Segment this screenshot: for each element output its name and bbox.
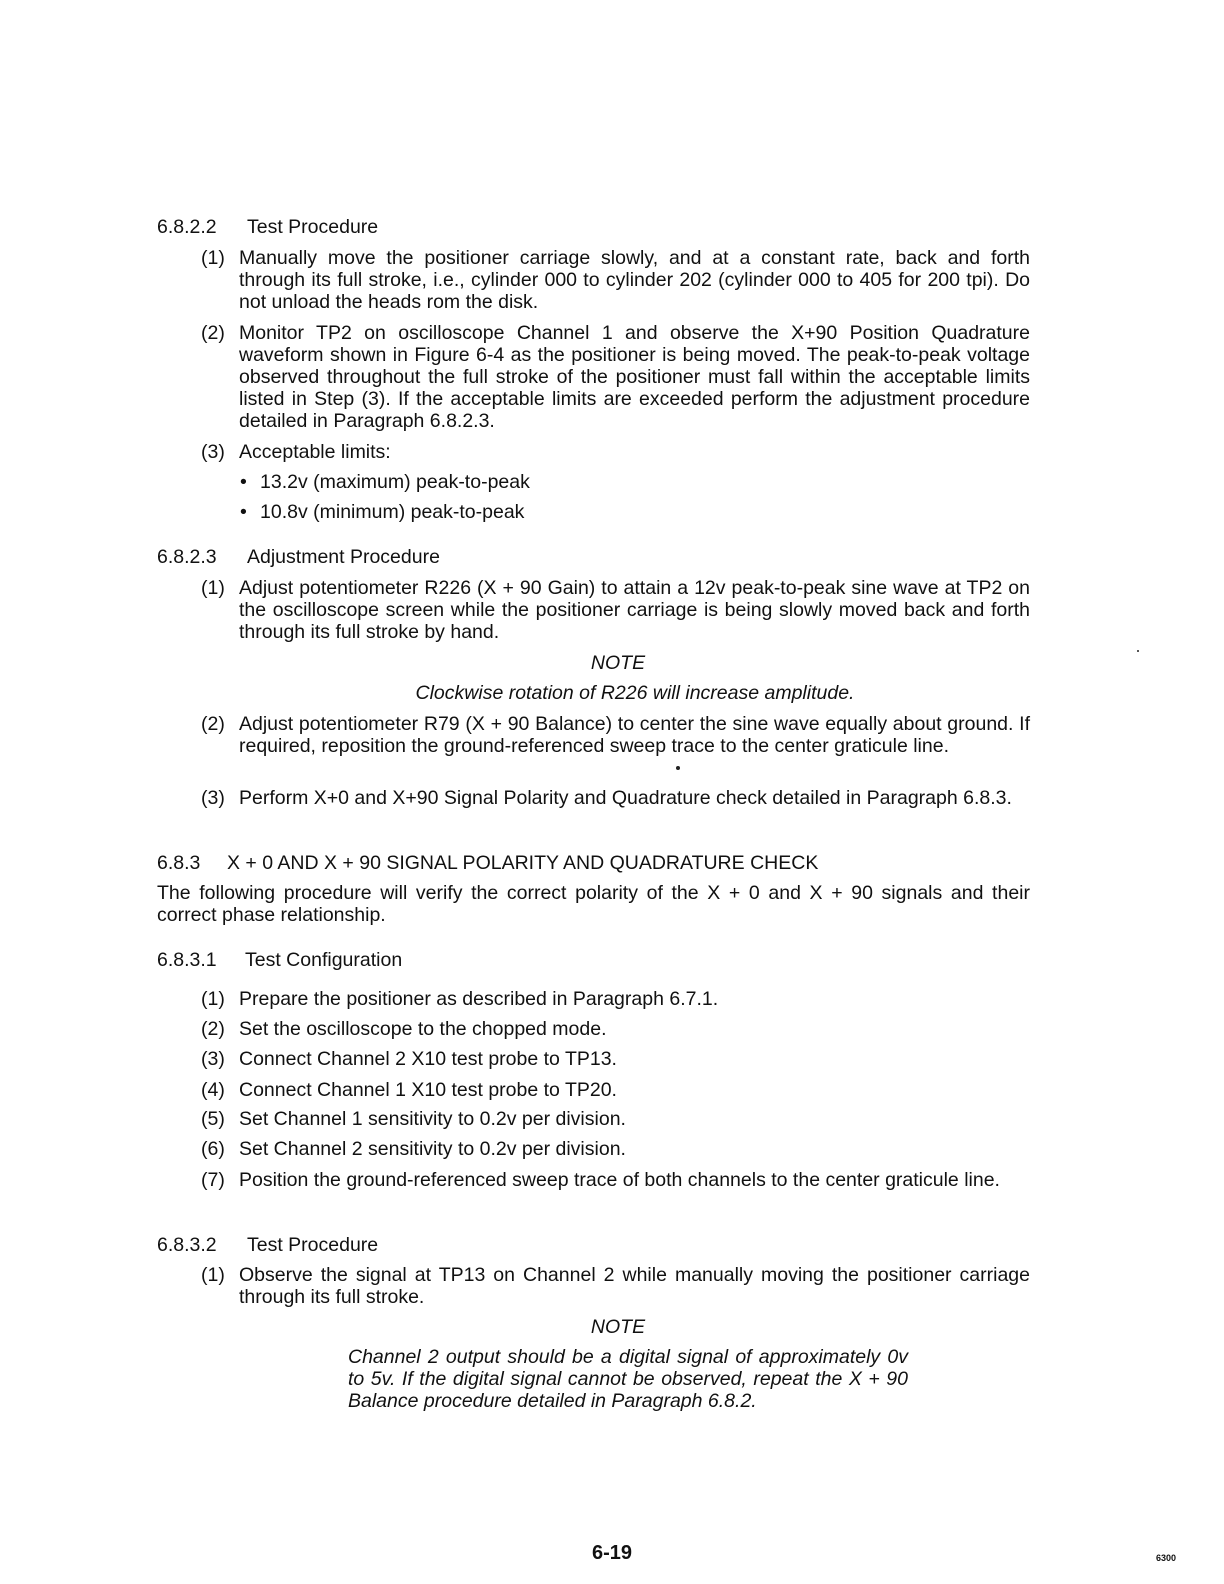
list-item	[201, 1048, 1030, 1070]
section-title: Test Procedure	[247, 216, 379, 238]
item-number: (2)	[201, 322, 225, 344]
list-item	[201, 1169, 1030, 1191]
note-text: Channel 2 output should be a digital signal of approximately 0v to 5v. If the digital signal cannot be observed, repeat the X + 90 Balance procedure detailed in Paragraph 6.8.2.	[348, 1346, 908, 1412]
item-number: (5)	[201, 1108, 225, 1130]
section-number: 6.8.2.2	[157, 216, 217, 238]
item-number: (2)	[201, 713, 225, 735]
item-text: Position the ground-referenced sweep trace of both channels to the center graticule line.	[239, 1169, 1000, 1191]
item-text: Set Channel 2 sensitivity to 0.2v per division.	[239, 1138, 626, 1160]
section-title: Test Procedure	[247, 1234, 379, 1256]
section-number: 6.8.3.2	[157, 1234, 217, 1256]
list-item	[201, 988, 1030, 1010]
list-item	[201, 322, 1030, 432]
item-text: Prepare the positioner as described in Paragraph 6.7.1.	[239, 988, 719, 1010]
item-text: Acceptable limits:	[239, 441, 391, 463]
list-item	[201, 787, 1030, 809]
item-text: Monitor TP2 on oscilloscope Channel 1 and observe the X+90 Position Quadrature waveform shown in Figure 6-4 as the positioner is being moved. The peak-to-peak voltage observed throughout the full stroke of the positioner must fall within the acceptable limits listed in Step (3). If the acceptable limits are exceeded perform the adjustment procedure detailed in Paragraph 6.8.2.3.	[239, 322, 1030, 432]
list-item	[201, 1079, 1030, 1101]
item-text: Adjust potentiometer R226 (X + 90 Gain) to attain a 12v peak-to-peak sine wave at TP2 on the oscilloscope screen while the positioner carriage is being slowly moved back and forth through its full stroke by hand.	[239, 577, 1030, 643]
section-heading-6-8-3-1	[157, 949, 402, 971]
section-title: Test Configuration	[245, 949, 403, 971]
bullet-text: 13.2v (maximum) peak-to-peak	[260, 471, 530, 493]
section-title: X + 0 AND X + 90 SIGNAL POLARITY AND QUADRATURE CHECK	[227, 852, 819, 874]
section-number: 6.8.3.1	[157, 949, 217, 971]
item-text: Manually move the positioner carriage slowly, and at a constant rate, back and forth through its full stroke, i.e., cylinder 000 to cylinder 202 (cylinder 000 to 405 for 200 tpi). Do not unload the heads rom the disk.	[239, 247, 1030, 313]
list-item	[201, 1264, 1030, 1308]
item-text: Adjust potentiometer R79 (X + 90 Balance) to center the sine wave equally about ground. If required, reposition the ground-referenced sweep trace to the center graticule line.	[239, 713, 1030, 757]
item-number: (6)	[201, 1138, 225, 1160]
item-text: Set the oscilloscope to the chopped mode.	[239, 1018, 607, 1040]
item-number: (1)	[201, 1264, 225, 1286]
section-paragraph: The following procedure will verify the correct polarity of the X + 0 and X + 90 signals and their correct phase relationship.	[157, 882, 1030, 926]
list-item	[201, 247, 1030, 313]
bullet-item	[240, 471, 530, 493]
item-number: (7)	[201, 1169, 225, 1191]
list-item	[201, 1108, 1030, 1130]
note-title: NOTE	[590, 652, 646, 674]
bullet-item	[240, 501, 524, 523]
item-number: (1)	[201, 247, 225, 269]
document-code: 6300	[1155, 1553, 1176, 1563]
item-number: (4)	[201, 1079, 225, 1101]
list-item	[201, 713, 1030, 757]
section-title: Adjustment Procedure	[247, 546, 440, 568]
item-number: (3)	[201, 787, 225, 809]
note-text: Clockwise rotation of R226 will increase amplitude.	[415, 682, 855, 704]
scan-speck	[1137, 650, 1139, 652]
bullet-text: 10.8v (minimum) peak-to-peak	[260, 501, 525, 523]
list-item	[201, 441, 1030, 463]
item-text: Connect Channel 2 X10 test probe to TP13.	[239, 1048, 617, 1070]
note-title: NOTE	[590, 1316, 646, 1338]
section-heading-6-8-2-3	[157, 546, 440, 568]
item-number: (3)	[201, 1048, 225, 1070]
bullet-icon: •	[240, 471, 247, 493]
scan-speck	[676, 766, 680, 770]
section-heading-6-8-3	[157, 852, 818, 874]
item-number: (2)	[201, 1018, 225, 1040]
section-heading-6-8-2-2	[157, 216, 378, 238]
item-text: Connect Channel 1 X10 test probe to TP20.	[239, 1079, 617, 1101]
item-text: Set Channel 1 sensitivity to 0.2v per division.	[239, 1108, 626, 1130]
section-number: 6.8.2.3	[157, 546, 217, 568]
item-number: (1)	[201, 577, 225, 599]
item-number: (3)	[201, 441, 225, 463]
item-text: Observe the signal at TP13 on Channel 2 while manually moving the positioner carriage through its full stroke.	[239, 1264, 1030, 1308]
list-item	[201, 577, 1030, 643]
list-item	[201, 1138, 1030, 1160]
section-number: 6.8.3	[157, 852, 201, 874]
list-item	[201, 1018, 1030, 1040]
section-heading-6-8-3-2	[157, 1234, 378, 1256]
page-number: 6-19	[591, 1542, 633, 1564]
bullet-icon: •	[240, 501, 247, 523]
item-number: (1)	[201, 988, 225, 1010]
item-text: Perform X+0 and X+90 Signal Polarity and Quadrature check detailed in Paragraph 6.8.3.	[239, 787, 1012, 809]
